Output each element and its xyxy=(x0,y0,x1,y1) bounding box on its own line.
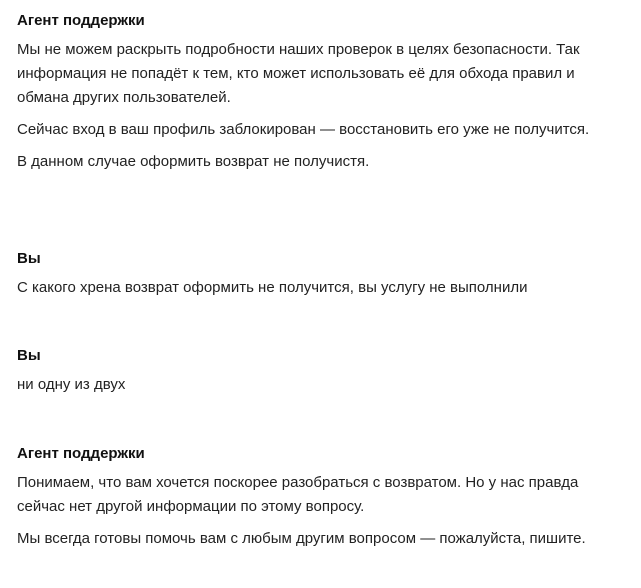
message-text: Мы не можем раскрыть подробности наших проверок в целях безопасности. Так информация не попадёт к тем, кто может использовать её для обхода правил и обмана других пользователей. xyxy=(17,41,580,106)
message-sender: Агент поддержки xyxy=(17,445,145,462)
message-text: В данном случае оформить возврат не получистя. xyxy=(17,153,370,170)
message-text: С какого хрена возврат оформить не получится, вы услугу не выполнили xyxy=(17,279,528,296)
message-sender: Агент поддержки xyxy=(17,12,145,29)
message-user-1 xyxy=(17,249,617,308)
message-sender: Вы xyxy=(17,250,41,267)
message-sender: Вы xyxy=(17,347,41,364)
message-text: Понимаем, что вам хочется поскорее разобраться с возвратом. Но у нас правда сейчас нет другой информации по этому вопросу. xyxy=(17,474,579,515)
message-text: ни одну из двух xyxy=(17,376,126,393)
message-support-2 xyxy=(17,444,617,559)
message-support-1 xyxy=(17,11,617,182)
message-text: Сейчас вход в ваш профиль заблокирован — восстановить его уже не получится. xyxy=(17,121,590,138)
message-user-2 xyxy=(17,346,617,405)
message-text: Мы всегда готовы помочь вам с любым другим вопросом — пожалуйста, пишите. xyxy=(17,530,586,547)
